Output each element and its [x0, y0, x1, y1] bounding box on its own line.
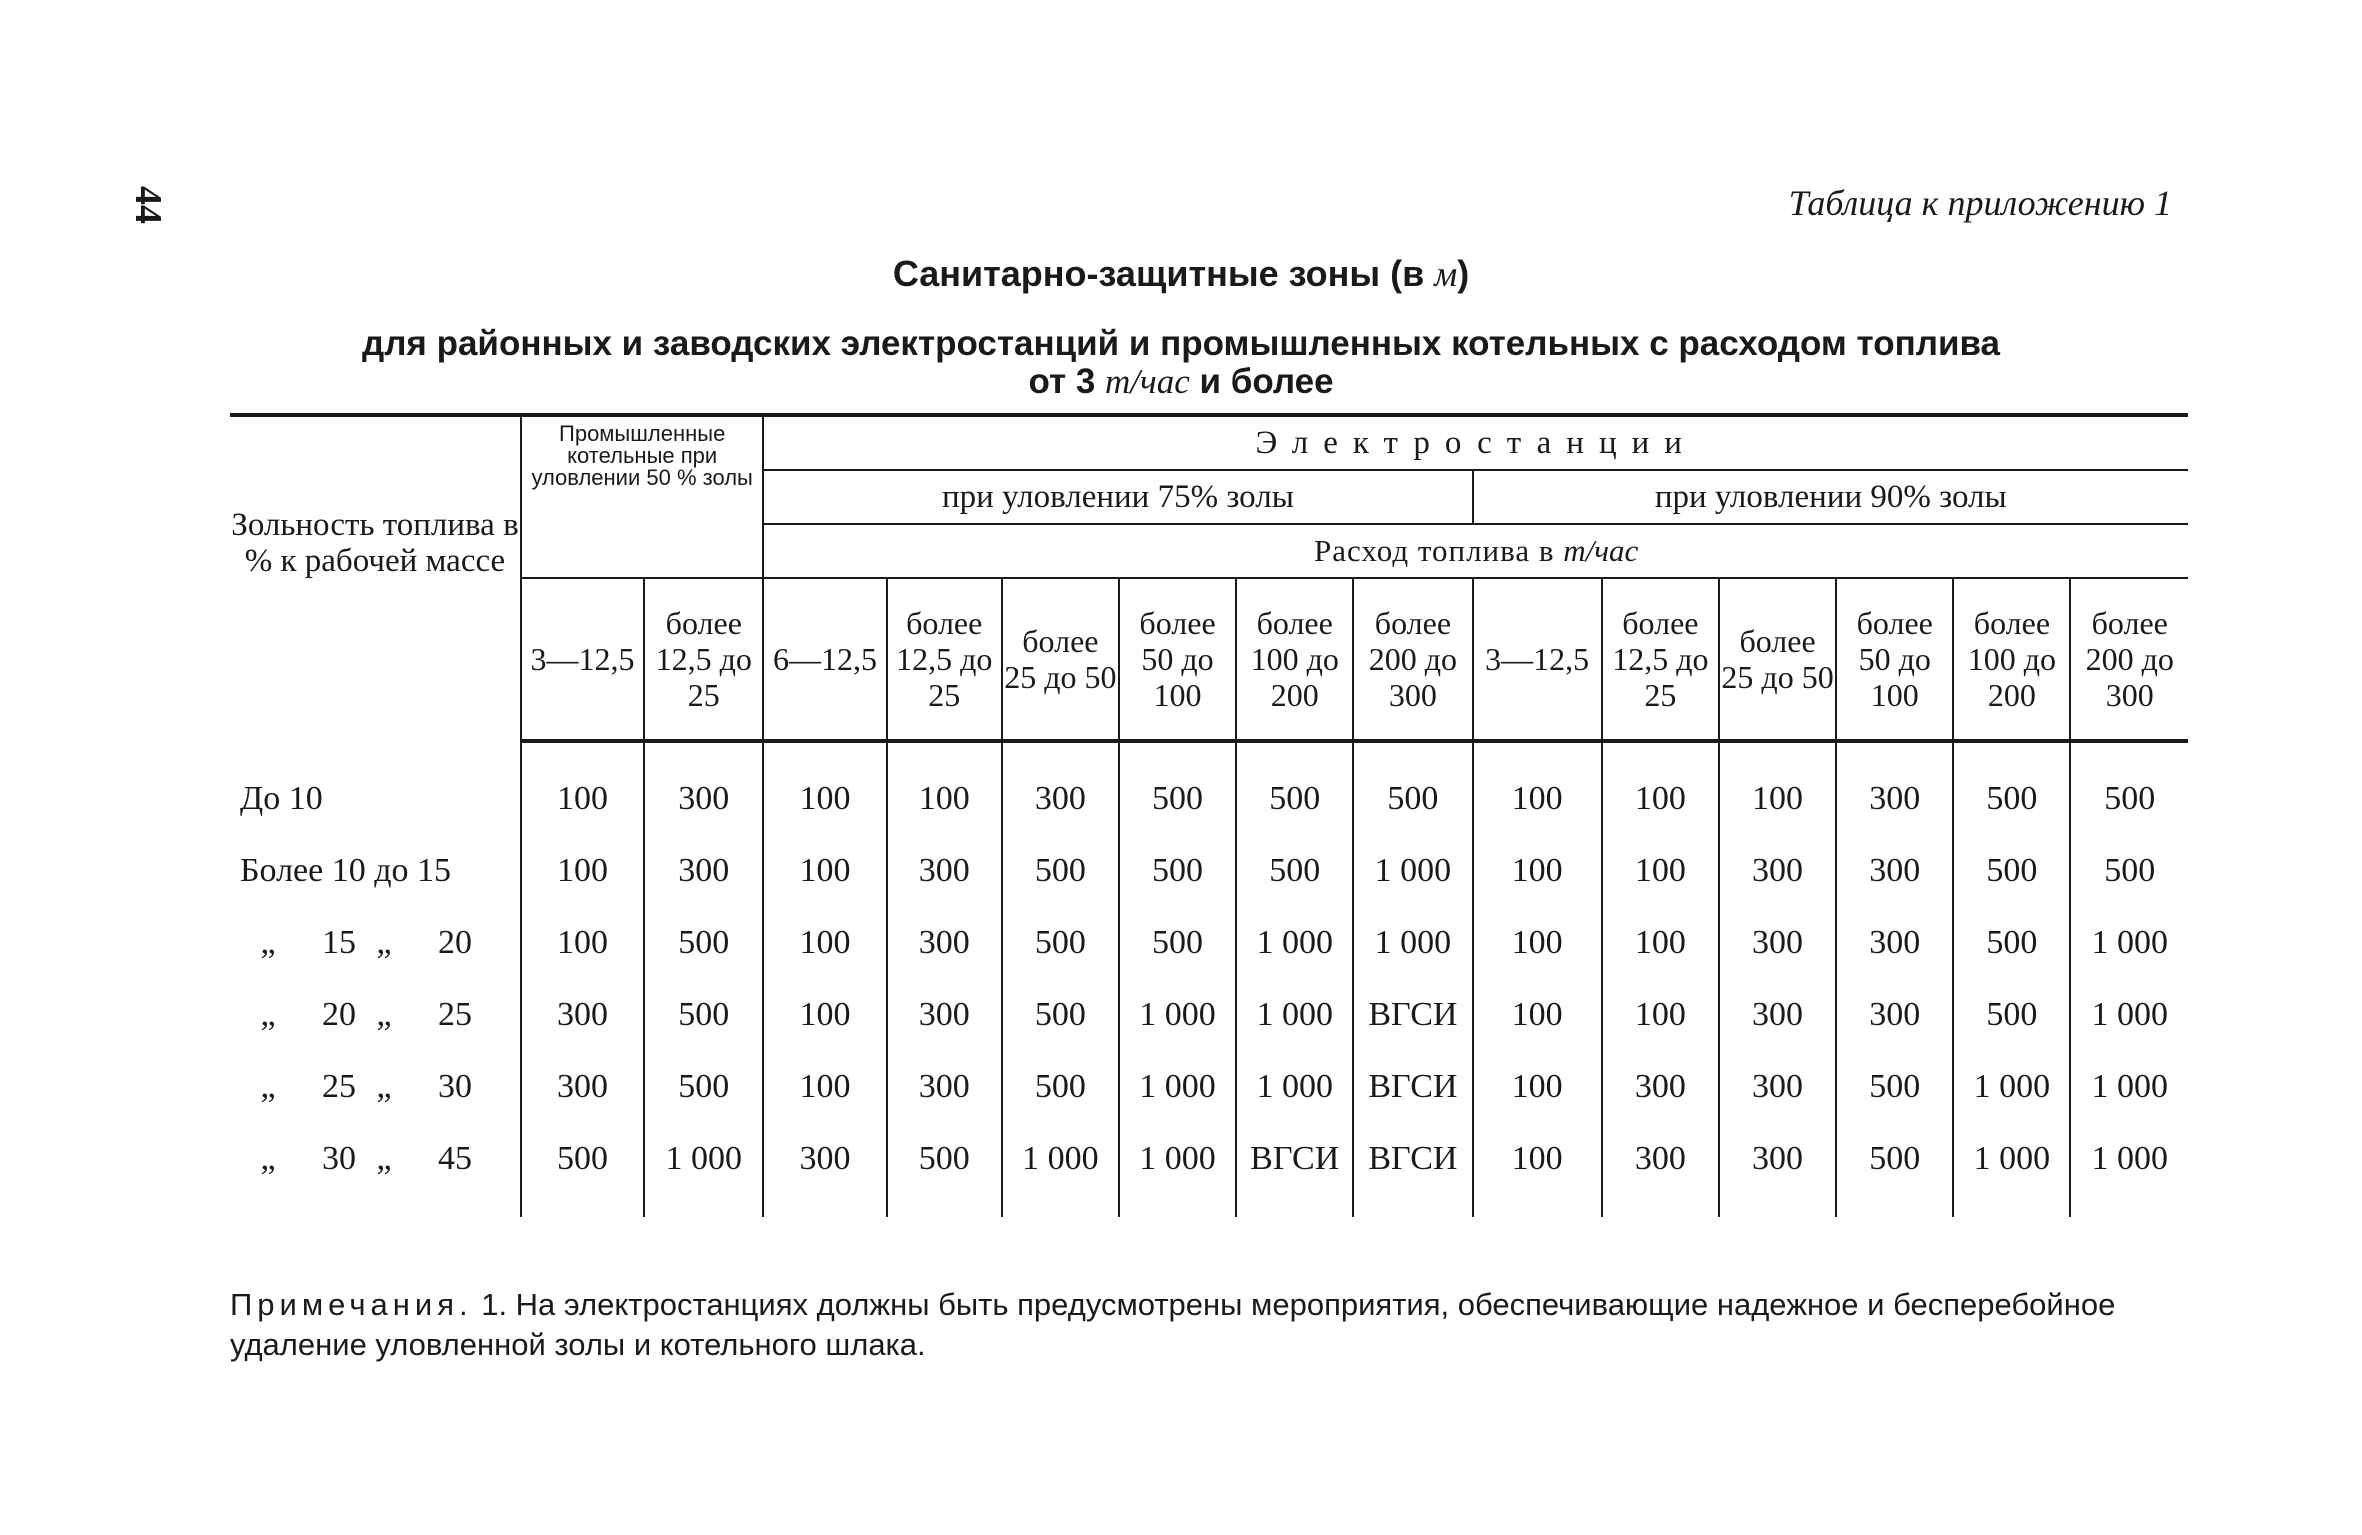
- zone-value-cell: 1 000: [1119, 1051, 1236, 1123]
- zone-value-cell: 300: [1836, 835, 1953, 907]
- header-c75-col: более 12,5 до 25: [887, 578, 1002, 741]
- header-c75-col: более 50 до 100: [1119, 578, 1236, 741]
- ash-range-label: „ 30 „ 45: [230, 1123, 521, 1217]
- header-boiler-col: более 12,5 до 25: [644, 578, 763, 741]
- ash-range-label: „ 25 „ 30: [230, 1051, 521, 1123]
- zone-value-cell: 100: [1473, 907, 1602, 979]
- ash-range-label: Более 10 до 15: [230, 835, 521, 907]
- ash-range-label: „ 20 „ 25: [230, 979, 521, 1051]
- zone-value-cell: 1 000: [1236, 979, 1353, 1051]
- zone-value-cell: 300: [1602, 1051, 1719, 1123]
- subtitle-line-2: от 3 т/час и более: [1028, 362, 1334, 401]
- zone-value-cell: 1 000: [1002, 1123, 1119, 1217]
- zone-value-cell: 100: [1473, 763, 1602, 835]
- zone-value-cell: 500: [644, 1051, 763, 1123]
- zone-value-cell: 100: [1602, 763, 1719, 835]
- header-c90-col: более 100 до 200: [1953, 578, 2070, 741]
- table-row: [230, 1123, 2188, 1217]
- table-row: [230, 1051, 2188, 1123]
- zone-value-cell: ВГСИ: [1236, 1123, 1353, 1217]
- zone-value-cell: 500: [1002, 979, 1119, 1051]
- header-power-plants: Электростанции: [763, 415, 2188, 470]
- zone-value-cell: 500: [1953, 763, 2070, 835]
- zone-value-cell: 1 000: [1353, 907, 1472, 979]
- header-ash-content: Зольность топлива в % к рабочей массе: [230, 415, 521, 741]
- zone-value-cell: 100: [1473, 1123, 1602, 1217]
- zone-value-cell: ВГСИ: [1353, 979, 1472, 1051]
- zone-value-cell: 1 000: [1119, 979, 1236, 1051]
- zone-value-cell: 300: [887, 979, 1002, 1051]
- zone-value-cell: 500: [521, 1123, 644, 1217]
- zone-value-cell: 100: [763, 763, 886, 835]
- ash-range-label: „ 15 „ 20: [230, 907, 521, 979]
- header-c90-col: более 200 до 300: [2070, 578, 2188, 741]
- zone-value-cell: 300: [1719, 907, 1836, 979]
- zone-value-cell: 100: [1602, 835, 1719, 907]
- appendix-label: Таблица к приложению 1: [1788, 183, 2172, 223]
- zone-value-cell: 100: [1473, 1051, 1602, 1123]
- zone-value-cell: 1 000: [2091, 996, 2168, 1033]
- table-row: [230, 979, 2188, 1051]
- table-row: [230, 835, 2188, 907]
- zone-value-cell: 100: [763, 835, 886, 907]
- subtitle-line-1: для районных и заводских электростанций и промышленных котельных с расходом топлива: [361, 324, 2001, 363]
- header-c90-col: более 50 до 100: [1836, 578, 1953, 741]
- zone-value-cell: 500: [1236, 835, 1353, 907]
- zone-value-cell: 500: [1002, 1051, 1119, 1123]
- zone-value-cell: 500: [887, 1123, 1002, 1217]
- zone-value-cell: 100: [887, 763, 1002, 835]
- table-subtitle: [0, 325, 2362, 401]
- zone-value-cell: 500: [1119, 907, 1236, 979]
- zone-value-cell: 300: [887, 907, 1002, 979]
- header-capture-90: при уловлении 90% золы: [1473, 470, 2189, 524]
- zone-value-cell: 1 000: [644, 1123, 763, 1217]
- header-c75-col: более 200 до 300: [1353, 578, 1472, 741]
- zone-value-cell: 100: [763, 979, 886, 1051]
- zone-value-cell: 1 000: [1236, 1051, 1353, 1123]
- zone-value-cell: 100: [1473, 979, 1602, 1051]
- header-industrial-boilers: Промышленные котельные при уловлении 50 % золы: [521, 415, 763, 578]
- zone-value-cell: 500: [1236, 763, 1353, 835]
- header-capture-75: при уловлении 75% золы: [763, 470, 1472, 524]
- table-title: Санитарно-защитные зоны (в м): [892, 253, 1470, 294]
- zone-value-cell: 1 000: [2091, 1140, 2168, 1177]
- zone-value-cell: 100: [1602, 907, 1719, 979]
- zone-value-cell: 1 000: [1119, 1123, 1236, 1217]
- zone-value-cell: ВГСИ: [1353, 1051, 1472, 1123]
- zone-value-cell: 100: [763, 1051, 886, 1123]
- zone-value-cell: 300: [1719, 1123, 1836, 1217]
- zone-value-cell: 500: [1353, 763, 1472, 835]
- zone-value-cell: 300: [763, 1123, 886, 1217]
- sanitary-zones-table: [230, 413, 2188, 1217]
- zone-value-cell: 1 000: [1953, 1123, 2070, 1217]
- zone-value-cell: 500: [644, 979, 763, 1051]
- header-fuel-consumption: Расход топлива в т/час: [763, 524, 2188, 578]
- zone-value-cell: 500: [1953, 835, 2070, 907]
- zone-value-cell: 300: [1836, 907, 1953, 979]
- zone-value-cell: 300: [1836, 979, 1953, 1051]
- zone-value-cell: 300: [1002, 763, 1119, 835]
- zone-value-cell: 300: [1719, 1051, 1836, 1123]
- zone-value-cell: 300: [1602, 1123, 1719, 1217]
- notes-lead: Примечания.: [230, 1287, 473, 1322]
- header-c90-col: 3—12,5: [1473, 578, 1602, 741]
- zone-value-cell: 1 000: [2091, 924, 2168, 961]
- ash-range-label: До 10: [230, 763, 521, 835]
- zone-value-cell: 500: [1119, 763, 1236, 835]
- header-c75-col: более 25 до 50: [1002, 578, 1119, 741]
- zone-value-cell: 100: [521, 763, 644, 835]
- page-number: 44: [127, 186, 169, 224]
- zone-value-cell: 500: [1836, 1051, 1953, 1123]
- zone-value-cell: 300: [887, 835, 1002, 907]
- zone-value-cell: 100: [1719, 763, 1836, 835]
- zone-value-cell: 500: [1002, 835, 1119, 907]
- zone-value-cell: 300: [887, 1051, 1002, 1123]
- notes-text: 1. На электростанциях должны быть предусмотрены мероприятия, обеспечивающие надежное и бесперебойное удаление уловленной золы и котельного шлака.: [230, 1287, 2116, 1362]
- header-c90-col: более 12,5 до 25: [1602, 578, 1719, 741]
- zone-value-cell: 500: [1119, 835, 1236, 907]
- header-c90-col: более 25 до 50: [1719, 578, 1836, 741]
- zone-value-cell: ВГСИ: [1353, 1123, 1472, 1217]
- zone-value-cell: 300: [644, 763, 763, 835]
- zone-value-cell: 100: [763, 907, 886, 979]
- zone-value-cell: 1 000: [1236, 907, 1353, 979]
- zone-value-cell: 500: [1953, 907, 2070, 979]
- zone-value-cell: 1 000: [1953, 1051, 2070, 1123]
- zone-value-cell: 1 000: [1353, 835, 1472, 907]
- zone-value-cell: 500: [644, 907, 763, 979]
- zone-value-cell: 300: [1719, 979, 1836, 1051]
- zone-value-cell: 500: [1002, 907, 1119, 979]
- zone-value-cell: 500: [2104, 780, 2156, 817]
- zone-value-cell: 300: [644, 835, 763, 907]
- zone-value-cell: 300: [1719, 835, 1836, 907]
- table-row: [230, 763, 2188, 835]
- zone-value-cell: 500: [1953, 979, 2070, 1051]
- zone-value-cell: 100: [521, 835, 644, 907]
- zone-value-cell: 1 000: [2091, 1068, 2168, 1105]
- zone-value-cell: 300: [1836, 763, 1953, 835]
- zone-value-cell: 100: [1602, 979, 1719, 1051]
- zone-value-cell: 100: [521, 907, 644, 979]
- header-c75-col: 6—12,5: [763, 578, 886, 741]
- header-boiler-col: 3—12,5: [521, 578, 644, 741]
- zone-value-cell: 300: [521, 979, 644, 1051]
- header-c75-col: более 100 до 200: [1236, 578, 1353, 741]
- notes: [230, 1285, 2190, 1365]
- zone-value-cell: 500: [2104, 852, 2156, 889]
- zone-value-cell: 100: [1473, 835, 1602, 907]
- table-row: [230, 907, 2188, 979]
- zone-value-cell: 500: [1836, 1123, 1953, 1217]
- zone-value-cell: 300: [521, 1051, 644, 1123]
